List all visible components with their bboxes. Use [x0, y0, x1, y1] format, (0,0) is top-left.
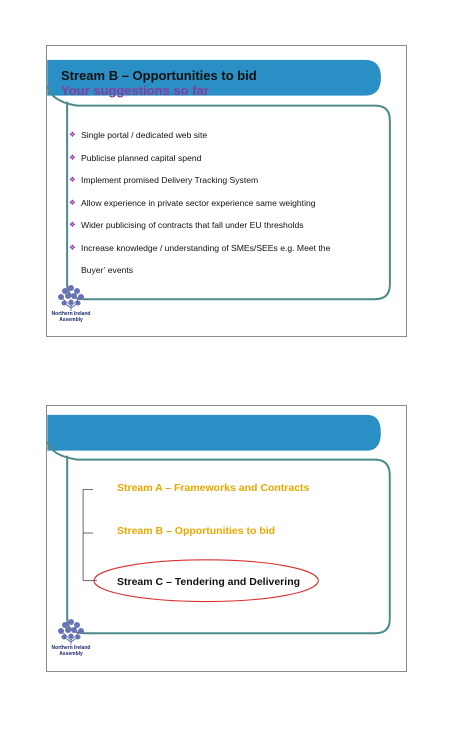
logo-text: Northern Ireland Assembly	[51, 311, 91, 323]
list-item-continuation: Buyer’ events	[81, 265, 134, 275]
stream-a-label: Stream A – Frameworks and Contracts	[117, 482, 310, 494]
suggestion-list	[69, 124, 394, 282]
slide-stream-b-suggestions	[46, 45, 407, 337]
diamond-bullet-icon: ❖	[69, 175, 76, 184]
flax-flower-icon	[55, 282, 87, 312]
list-item: ❖ Implement promised Delivery Tracking System	[69, 169, 394, 192]
diamond-bullet-icon: ❖	[69, 242, 76, 252]
diamond-bullet-icon: ❖	[69, 130, 76, 139]
assembly-logo	[49, 616, 93, 666]
slide-streams-overview	[46, 405, 407, 672]
diamond-bullet-icon: ❖	[69, 152, 76, 162]
list-item: ❖ Allow experience in private sector experience same weighting	[69, 192, 394, 215]
assembly-logo	[49, 282, 93, 332]
slide-subtitle: Your suggestions so far	[61, 83, 209, 98]
stream-b-label: Stream B – Opportunities to bid	[117, 525, 276, 537]
stream-c-label: Stream C – Tendering and Delivering	[117, 576, 301, 588]
diamond-bullet-icon: ❖	[69, 220, 76, 229]
list-item: ❖ Publicise planned capital spend	[69, 147, 394, 170]
list-item: ❖ Wider publicising of contracts that fall under EU thresholds	[69, 214, 394, 237]
flax-flower-icon	[55, 616, 87, 646]
diamond-bullet-icon: ❖	[69, 197, 76, 207]
logo-text: Northern Ireland Assembly	[51, 645, 91, 657]
list-item: ❖ Increase knowledge / understanding of SMEs/SEEs e.g. Meet the	[69, 237, 394, 260]
slide-frame-graphic	[47, 406, 406, 671]
list-item: ❖ Single portal / dedicated web site	[69, 124, 394, 147]
slide-title: Stream B – Opportunities to bid	[61, 68, 257, 83]
